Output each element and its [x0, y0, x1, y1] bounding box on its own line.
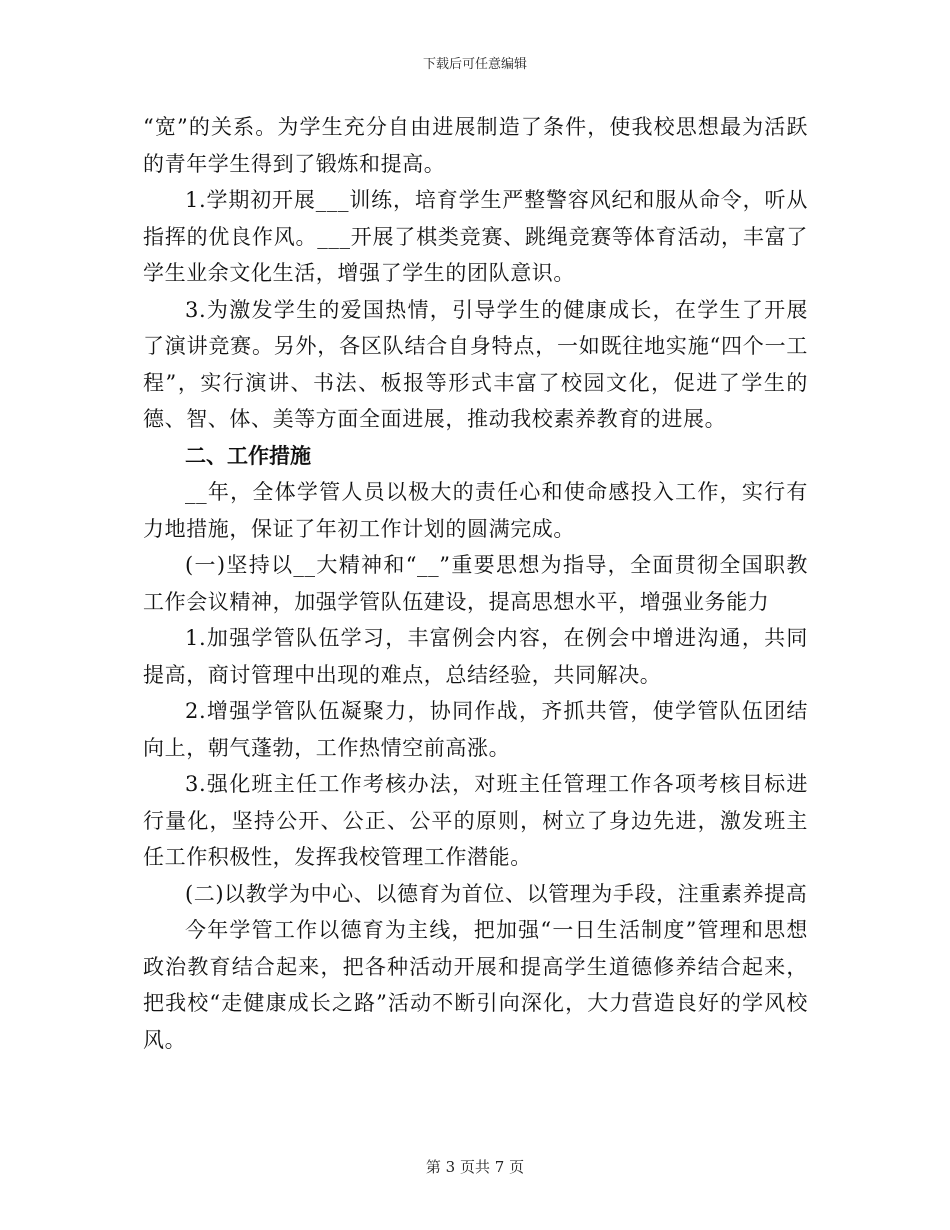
paragraph-item-1: 1.学期初开展___训练，培育学生严整警容风纪和服从命令，听从指挥的优良作风。___开展了棋类竞赛、跳绳竞赛等体育活动，丰富了学生业余文化生活，增强了学生的团队意识。 — [143, 188, 808, 285]
page-header: 下载后可任意编辑 — [422, 57, 527, 72]
paragraph-item-3: 3.为激发学生的爱国热情，引导学生的健康成长，在学生了开展了演讲竞赛。另外，各区队结合自身特点，一如既往地实施“四个一工程”，实行演讲、书法、板报等形式丰富了校园文化，促进了学生的德、智、体、美等方面全面进展，推动我校素养教育的进展。 — [143, 297, 808, 431]
page-footer: 第 3 页共 7 页 — [425, 1158, 525, 1176]
paragraph-summary: 今年学管工作以德育为主线，把加强“一日生活制度”管理和思想政治教育结合起来，把各种活动开展和提高学生道德修养结合起来，把我校“走健康成长之路”活动不断引向深化，大力营造良好的学风校风。 — [143, 918, 808, 1052]
paragraph-measure-2: 2.增强学管队伍凝聚力，协同作战，齐抓共管，使学管队伍团结向上，朝气蓬勃，工作热情空前高涨。 — [143, 699, 808, 760]
document-body — [143, 109, 808, 1058]
paragraph-continuation: “宽”的关系。为学生充分自由进展制造了条件，使我校思想最为活跃的青年学生得到了锻炼和提高。 — [143, 115, 808, 176]
paragraph-measure-3: 3.强化班主任工作考核办法，对班主任管理工作各项考核目标进行量化，坚持公开、公正、公平的原则，树立了身边先进，激发班主任工作积极性，发挥我校管理工作潜能。 — [143, 772, 808, 869]
paragraph-intro: __年，全体学管人员以极大的责任心和使命感投入工作，实行有力地措施，保证了年初工作计划的圆满完成。 — [143, 480, 808, 541]
subsection-heading-1: (一)坚持以__大精神和“__”重要思想为指导，全面贯彻全国职教工作会议精神，加强学管队伍建设，提高思想水平，增强业务能力 — [143, 553, 808, 614]
paragraph-measure-1: 1.加强学管队伍学习，丰富例会内容，在例会中增进沟通，共同提高，商讨管理中出现的难点，总结经验，共同解决。 — [143, 626, 808, 687]
section-heading: 二、工作措施 — [185, 443, 311, 468]
subsection-heading-2: (二)以教学为中心、以德育为首位、以管理为手段，注重素养提高 — [185, 881, 808, 906]
